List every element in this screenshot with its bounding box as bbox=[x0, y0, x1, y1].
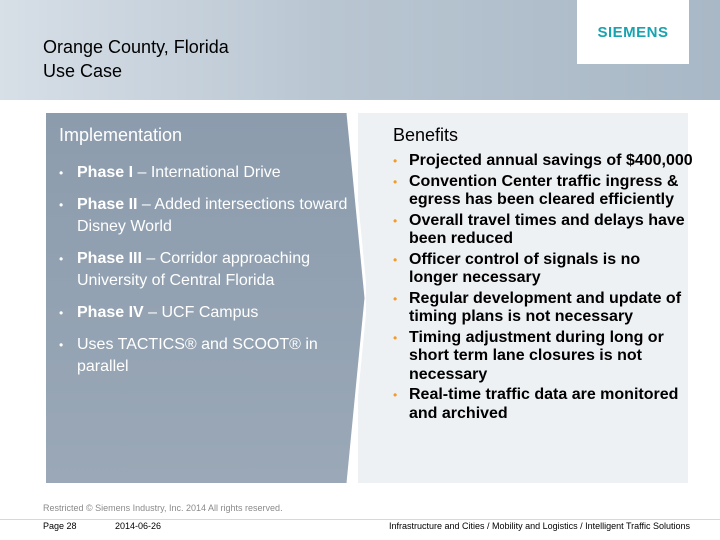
bullet-icon: • bbox=[393, 252, 398, 267]
page-number: Page 28 bbox=[43, 521, 77, 531]
benefit-text: Real-time traffic data are monitored and archived bbox=[409, 386, 679, 422]
bullet-icon: • bbox=[59, 306, 64, 320]
benefit-text: Officer control of signals is no longer necessary bbox=[409, 250, 641, 286]
item-text: – Added intersections toward Disney World bbox=[77, 196, 348, 235]
benefit-item bbox=[393, 290, 693, 327]
bullet-icon: • bbox=[393, 213, 398, 228]
implementation-content bbox=[59, 125, 349, 388]
bullet-icon: • bbox=[393, 388, 398, 402]
implementation-item-1 bbox=[59, 162, 349, 184]
bullet-icon: • bbox=[59, 338, 64, 352]
benefit-text: Overall travel times and delays have been reduced bbox=[409, 211, 685, 247]
bullet-icon: • bbox=[393, 154, 398, 168]
item-text: – Corridor approaching University of Central Florida bbox=[77, 250, 311, 289]
title-line-1: Orange County, Florida bbox=[43, 37, 229, 57]
benefit-item bbox=[393, 212, 693, 249]
item-bold: Phase II bbox=[77, 196, 138, 213]
benefit-item bbox=[393, 152, 693, 171]
implementation-item-4 bbox=[59, 302, 349, 324]
benefit-item bbox=[393, 329, 693, 385]
benefit-text: Regular development and update of timing plans is not necessary bbox=[409, 289, 682, 325]
implementation-list bbox=[59, 162, 349, 378]
benefit-text: Convention Center traffic ingress & egress has been cleared efficiently bbox=[409, 172, 679, 208]
implementation-item-5 bbox=[59, 334, 349, 378]
logo bbox=[577, 0, 689, 64]
benefits-list bbox=[393, 152, 693, 423]
benefits-heading: Benefits bbox=[393, 125, 459, 145]
bullet-icon: • bbox=[393, 174, 398, 189]
item-text: – UCF Campus bbox=[143, 304, 259, 321]
footer-division: Infrastructure and Cities / Mobility and Logistics / Intelligent Traffic Solutions bbox=[389, 521, 690, 531]
footer-date: 2014-06-26 bbox=[115, 521, 162, 531]
benefits-content bbox=[393, 125, 693, 425]
item-text: Uses TACTICS® and SCOOT® in parallel bbox=[77, 336, 318, 375]
item-bold: Phase III bbox=[77, 250, 142, 267]
title-line-2: Use Case bbox=[43, 61, 123, 81]
siemens-logo-text: SIEMENS bbox=[597, 24, 669, 41]
benefit-item bbox=[393, 251, 693, 288]
implementation-heading: Implementation bbox=[59, 125, 183, 145]
item-text: – International Drive bbox=[133, 164, 281, 181]
implementation-item-3 bbox=[59, 248, 349, 292]
bullet-icon: • bbox=[59, 252, 64, 266]
item-bold: Phase I bbox=[77, 164, 134, 181]
implementation-item-2 bbox=[59, 194, 349, 238]
benefit-text: Projected annual savings of $400,000 bbox=[409, 152, 693, 169]
bullet-icon: • bbox=[393, 291, 398, 306]
bullet-icon: • bbox=[59, 166, 64, 180]
page-title bbox=[43, 35, 443, 83]
benefit-item bbox=[393, 173, 693, 210]
footer-divider bbox=[0, 519, 720, 520]
benefit-item bbox=[393, 386, 693, 423]
restricted-notice: Restricted © Siemens Industry, Inc. 2014 All rights reserved. bbox=[43, 503, 283, 513]
bullet-icon: • bbox=[393, 330, 398, 345]
bullet-icon: • bbox=[59, 198, 64, 212]
benefit-text: Timing adjustment during long or short term lane closures is not necessary bbox=[409, 328, 664, 383]
item-bold: Phase IV bbox=[77, 304, 144, 321]
